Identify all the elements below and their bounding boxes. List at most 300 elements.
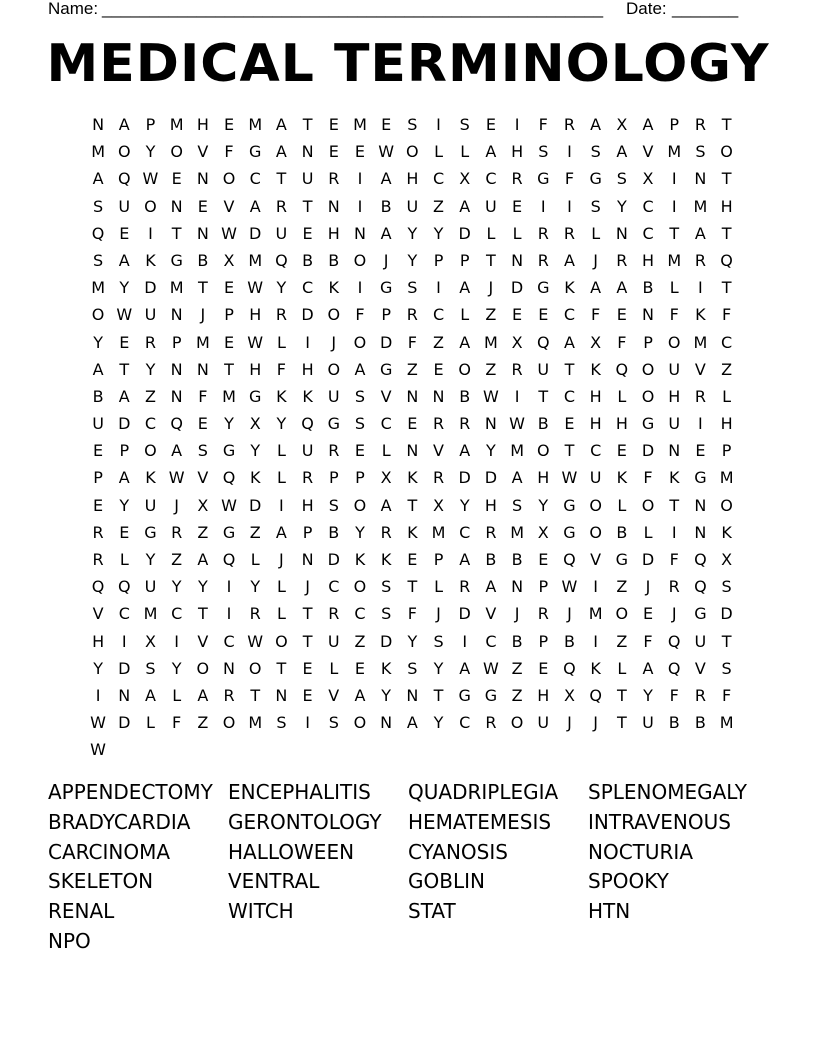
grid-letter: S — [93, 196, 104, 216]
grid-letter: T — [407, 495, 418, 515]
grid-letter: I — [540, 196, 546, 216]
word-bank-item: GERONTOLOGY — [228, 809, 382, 834]
grid-letter: V — [223, 196, 235, 216]
grid-letter: U — [485, 196, 497, 216]
grid-letter: N — [484, 414, 497, 434]
grid-letter: R — [511, 169, 523, 189]
grid-letter: H — [484, 495, 497, 515]
grid-letter: E — [223, 115, 235, 134]
grid-letter: M — [248, 713, 263, 733]
grid-letter: A — [171, 441, 183, 461]
grid-letter: G — [327, 414, 340, 434]
grid-letter: C — [485, 169, 497, 189]
grid-letter: D — [379, 332, 393, 352]
grid-letter: C — [590, 441, 602, 461]
grid-letter: Y — [119, 495, 130, 515]
grid-letter: L — [512, 223, 522, 243]
grid-letter: R — [563, 115, 576, 134]
grid-letter: D — [249, 495, 262, 515]
grid-letter: G — [144, 522, 157, 542]
grid-letter: U — [537, 713, 550, 733]
grid-letter: U — [118, 196, 131, 216]
grid-letter: M — [431, 522, 446, 542]
grid-letter: C — [432, 305, 445, 325]
grid-letter: P — [721, 441, 732, 461]
grid-letter: D — [458, 468, 471, 488]
grid-letter: V — [197, 142, 209, 162]
grid-letter: A — [275, 142, 287, 162]
grid-letter: G — [222, 441, 236, 461]
word-bank-item: WITCH — [228, 899, 294, 924]
grid-letter: R — [328, 169, 340, 189]
grid-letter: E — [354, 658, 366, 678]
grid-letter: T — [407, 577, 418, 597]
grid-letter: P — [643, 332, 653, 352]
grid-letter: X — [223, 250, 235, 270]
grid-letter: A — [694, 223, 706, 243]
grid-letter: F — [721, 685, 732, 705]
grid-letter: S — [145, 658, 156, 678]
grid-letter: O — [641, 495, 655, 515]
grid-letter: Y — [433, 223, 444, 243]
grid-letter: M — [510, 522, 524, 542]
grid-letter: I — [567, 196, 572, 216]
grid-letter: G — [222, 522, 236, 542]
grid-letter: O — [170, 142, 183, 162]
grid-letter: T — [616, 685, 627, 705]
grid-letter: G — [589, 169, 602, 189]
grid-letter: Z — [616, 631, 628, 651]
grid-letter: N — [301, 142, 314, 162]
grid-letter: J — [200, 305, 206, 325]
grid-letter: T — [250, 685, 261, 705]
grid-letter: T — [302, 196, 313, 216]
grid-letter: R — [537, 223, 549, 243]
grid-letter: E — [328, 142, 339, 162]
grid-letter: T — [616, 713, 627, 733]
grid-letter: J — [305, 577, 310, 597]
grid-letter: E — [564, 414, 575, 434]
grid-letter: X — [433, 495, 445, 515]
grid-letter: R — [485, 522, 497, 542]
grid-letter: N — [196, 169, 209, 189]
grid-letter: A — [275, 115, 287, 134]
grid-letter: B — [302, 250, 314, 270]
grid-letter: D — [641, 550, 655, 569]
word-bank-item: SKELETON — [48, 869, 154, 894]
grid-letter: J — [671, 604, 677, 624]
grid-letter: L — [119, 550, 129, 569]
grid-letter: A — [511, 468, 523, 488]
grid-letter: E — [695, 441, 706, 461]
grid-letter: T — [197, 278, 208, 298]
grid-letter: L — [434, 142, 443, 162]
grid-letter: Q — [170, 414, 183, 434]
grid-letter: S — [538, 142, 549, 162]
grid-letter: W — [247, 631, 264, 651]
grid-letter: W — [561, 577, 578, 597]
grid-letter: N — [511, 577, 524, 597]
grid-letter: R — [249, 604, 261, 624]
grid-letter: Z — [616, 577, 628, 597]
grid-letter: N — [406, 685, 419, 705]
grid-letter: B — [328, 522, 340, 542]
grid-letter: U — [327, 631, 340, 651]
grid-letter: I — [357, 278, 363, 298]
grid-letter: I — [436, 278, 441, 298]
grid-letter: Y — [197, 577, 208, 597]
grid-letter: J — [567, 604, 572, 624]
header-line — [48, 0, 748, 20]
grid-letter: J — [279, 550, 284, 569]
grid-letter: M — [248, 115, 263, 134]
grid-letter: R — [694, 115, 706, 134]
grid-letter: Y — [276, 278, 287, 298]
grid-letter: L — [276, 577, 286, 597]
grid-letter: Y — [381, 685, 392, 705]
grid-letter: A — [249, 196, 261, 216]
grid-letter: Q — [615, 359, 629, 379]
grid-letter: I — [671, 522, 677, 542]
grid-letter: P — [328, 468, 339, 488]
grid-letter: B — [694, 713, 706, 733]
grid-letter: W — [90, 713, 106, 733]
grid-letter: X — [144, 631, 156, 651]
grid-letter: G — [537, 278, 550, 298]
grid-letter: C — [485, 631, 497, 651]
grid-letter: F — [172, 713, 182, 733]
grid-letter: D — [720, 604, 733, 624]
grid-letter: L — [434, 577, 443, 597]
grid-letter: W — [168, 468, 185, 488]
grid-letter: Z — [511, 685, 523, 705]
grid-letter: G — [563, 522, 576, 542]
grid-letter: W — [221, 495, 237, 515]
grid-letter: N — [406, 386, 419, 406]
grid-letter: L — [146, 713, 155, 733]
grid-letter: K — [380, 550, 392, 569]
grid-letter: S — [328, 495, 339, 515]
grid-letter: Q — [222, 550, 236, 569]
grid-letter: J — [331, 332, 337, 352]
grid-letter: X — [249, 414, 261, 434]
grid-letter: U — [275, 223, 288, 243]
grid-letter: W — [482, 658, 499, 678]
grid-letter: E — [381, 115, 392, 134]
grid-letter: H — [511, 142, 524, 162]
grid-letter: A — [459, 658, 471, 678]
grid-letter: I — [593, 577, 599, 597]
grid-letter: Z — [721, 359, 733, 379]
word-bank-item: HALLOWEEN — [228, 839, 355, 864]
grid-letter: S — [328, 713, 339, 733]
grid-letter: K — [354, 550, 366, 569]
grid-letter: C — [118, 604, 130, 624]
grid-letter: C — [171, 604, 183, 624]
grid-letter: K — [249, 468, 261, 488]
grid-letter: G — [615, 550, 629, 569]
grid-letter: Q — [222, 468, 236, 488]
grid-letter: D — [458, 604, 471, 624]
grid-letter: U — [642, 713, 654, 733]
grid-letter: L — [276, 604, 286, 624]
grid-letter: N — [694, 495, 707, 515]
grid-letter: K — [145, 468, 156, 488]
grid-letter: P — [145, 115, 156, 134]
grid-letter: D — [301, 305, 314, 325]
grid-letter: E — [93, 441, 104, 461]
grid-letter: N — [668, 441, 681, 461]
grid-letter: G — [170, 250, 183, 270]
grid-letter: P — [381, 305, 391, 325]
grid-letter: G — [641, 414, 655, 434]
grid-letter: I — [462, 631, 468, 651]
grid-letter: O — [720, 142, 733, 162]
grid-letter: P — [355, 468, 365, 488]
grid-letter: I — [95, 685, 101, 705]
grid-letter: S — [93, 250, 104, 270]
grid-letter: C — [721, 332, 733, 352]
grid-letter: X — [459, 169, 471, 189]
grid-letter: V — [694, 359, 706, 379]
grid-letter: I — [357, 196, 363, 216]
grid-letter: R — [92, 522, 104, 542]
grid-letter: Z — [406, 359, 418, 379]
grid-letter: E — [407, 550, 418, 569]
grid-letter: N — [196, 223, 209, 243]
grid-letter: L — [276, 468, 286, 488]
grid-letter: H — [720, 414, 733, 434]
grid-letter: W — [247, 278, 264, 298]
grid-letter: Z — [144, 386, 156, 406]
grid-letter: B — [616, 522, 628, 542]
grid-letter: I — [567, 142, 572, 162]
grid-letter: M — [169, 115, 184, 134]
word-bank-item: NOCTURIA — [588, 839, 693, 864]
grid-letter: C — [302, 278, 314, 298]
grid-letter: H — [589, 414, 602, 434]
grid-letter: X — [380, 468, 392, 488]
grid-letter: M — [510, 441, 524, 461]
grid-letter: N — [170, 359, 183, 379]
grid-letter: H — [537, 468, 550, 488]
grid-letter: A — [459, 278, 471, 298]
grid-letter: J — [174, 495, 180, 515]
grid-letter: E — [302, 658, 313, 678]
grid-letter: A — [616, 278, 628, 298]
grid-letter: U — [537, 359, 550, 379]
grid-letter: U — [301, 169, 314, 189]
grid-letter: J — [514, 604, 520, 624]
grid-letter: A — [275, 522, 287, 542]
grid-letter: H — [92, 631, 105, 651]
grid-letter: R — [432, 414, 445, 434]
grid-letter: H — [301, 359, 314, 379]
grid-letter: O — [222, 713, 236, 733]
grid-letter: B — [485, 550, 497, 569]
grid-letter: V — [590, 550, 602, 569]
grid-letter: F — [669, 550, 679, 569]
grid-letter: X — [616, 115, 628, 134]
grid-letter: K — [380, 658, 392, 678]
grid-letter: W — [247, 332, 264, 352]
grid-letter: U — [301, 441, 314, 461]
grid-letter: K — [695, 305, 706, 325]
grid-letter: N — [301, 550, 314, 569]
grid-letter: O — [353, 577, 367, 597]
grid-letter: U — [668, 359, 681, 379]
grid-letter: F — [224, 142, 234, 162]
grid-letter: F — [643, 631, 653, 651]
grid-letter: Z — [354, 631, 366, 651]
grid-letter: A — [563, 250, 575, 270]
grid-letter: E — [354, 142, 366, 162]
grid-letter: H — [668, 386, 681, 406]
grid-letter: L — [329, 658, 339, 678]
grid-letter: T — [486, 250, 496, 270]
grid-letter: U — [668, 414, 681, 434]
grid-letter: T — [302, 631, 313, 651]
grid-letter: M — [222, 386, 236, 406]
grid-letter: Q — [91, 577, 105, 597]
grid-letter: W — [142, 169, 159, 189]
grid-letter: U — [144, 305, 157, 325]
grid-letter: S — [276, 713, 287, 733]
grid-letter: E — [119, 522, 130, 542]
grid-letter: A — [642, 658, 654, 678]
grid-letter: Z — [249, 522, 261, 542]
grid-letter: Z — [433, 332, 445, 352]
grid-letter: E — [485, 115, 496, 134]
grid-letter: R — [694, 685, 706, 705]
grid-letter: Y — [276, 414, 287, 434]
grid-letter: B — [537, 414, 549, 434]
grid-letter: R — [694, 250, 706, 270]
grid-letter: P — [224, 305, 234, 325]
grid-letter: J — [593, 250, 599, 270]
grid-letter: C — [563, 386, 576, 406]
grid-letter: S — [407, 115, 418, 134]
grid-letter: S — [407, 278, 418, 298]
grid-letter: A — [642, 115, 654, 134]
grid-letter: Q — [563, 550, 576, 569]
word-bank-item: HTN — [588, 899, 631, 924]
grid-letter: F — [669, 685, 679, 705]
grid-letter: L — [276, 441, 286, 461]
grid-letter: R — [92, 550, 104, 569]
grid-letter: P — [538, 577, 549, 597]
grid-letter: I — [305, 332, 310, 352]
date-blank[interactable]: _______ — [672, 0, 739, 18]
grid-letter: P — [93, 468, 103, 488]
grid-letter: I — [121, 631, 127, 651]
grid-letter: Z — [197, 522, 209, 542]
grid-letter: R — [275, 305, 287, 325]
grid-letter: M — [484, 332, 498, 352]
grid-letter: G — [249, 142, 262, 162]
grid-letter: A — [118, 386, 130, 406]
grid-letter: X — [563, 685, 575, 705]
grid-letter: N — [615, 223, 628, 243]
grid-letter: O — [144, 441, 157, 461]
grid-letter: E — [119, 223, 130, 243]
word-bank-item: NPO — [48, 928, 91, 953]
grid-letter: P — [669, 115, 680, 134]
grid-letter: E — [512, 305, 523, 325]
word-bank-item: APPENDECTOMY — [48, 780, 213, 804]
grid-letter: E — [223, 332, 235, 352]
grid-letter: B — [511, 631, 523, 651]
name-blank[interactable]: _____________________________________________________ — [102, 0, 604, 18]
grid-letter: R — [459, 414, 471, 434]
grid-letter: Z — [197, 713, 209, 733]
grid-letter: F — [538, 115, 548, 134]
grid-letter: E — [223, 278, 235, 298]
grid-letter: L — [669, 278, 679, 298]
grid-letter: I — [671, 196, 677, 216]
grid-letter: G — [249, 386, 262, 406]
grid-letter: E — [171, 169, 182, 189]
grid-letter: I — [305, 713, 310, 733]
word-bank-item: RENAL — [48, 899, 115, 924]
grid-letter: O — [589, 522, 602, 542]
grid-letter: T — [669, 495, 680, 515]
grid-letter: L — [250, 550, 260, 569]
grid-letter: I — [698, 278, 703, 298]
grid-letter: J — [488, 278, 494, 298]
grid-letter: F — [407, 604, 417, 624]
grid-letter: C — [223, 631, 235, 651]
grid-letter: N — [694, 522, 707, 542]
grid-letter: E — [302, 685, 313, 705]
grid-letter: Y — [355, 522, 365, 542]
grid-letter: X — [590, 332, 602, 352]
grid-letter: N — [196, 359, 209, 379]
grid-letter: L — [172, 685, 182, 705]
grid-letter: Y — [145, 550, 156, 569]
grid-letter: D — [458, 223, 471, 243]
grid-letter: Z — [485, 305, 497, 325]
grid-letter: T — [433, 685, 444, 705]
grid-letter: O — [353, 495, 367, 515]
grid-letter: X — [642, 169, 654, 189]
grid-letter: N — [432, 386, 445, 406]
grid-letter: V — [694, 658, 706, 678]
grid-letter: V — [197, 631, 209, 651]
grid-letter: N — [511, 250, 524, 270]
grid-letter: I — [514, 115, 520, 134]
grid-letter: T — [721, 631, 732, 651]
grid-letter: B — [642, 278, 654, 298]
grid-letter: O — [458, 359, 472, 379]
grid-letter: F — [721, 305, 732, 325]
grid-letter: L — [617, 386, 627, 406]
grid-letter: L — [643, 522, 653, 542]
grid-letter: V — [328, 685, 340, 705]
grid-letter: A — [92, 359, 104, 379]
page-title: MEDICAL TERMINOLOGY — [46, 34, 770, 94]
grid-letter: G — [484, 685, 498, 705]
grid-letter: U — [406, 196, 419, 216]
grid-letter: O — [353, 332, 367, 352]
grid-letter: H — [249, 359, 262, 379]
grid-letter: Y — [407, 250, 418, 270]
grid-letter: O — [353, 713, 367, 733]
word-bank-item: QUADRIPLEGIA — [408, 780, 559, 804]
grid-letter: U — [92, 414, 104, 434]
grid-letter: Q — [667, 631, 681, 651]
grid-letter: O — [144, 196, 157, 216]
